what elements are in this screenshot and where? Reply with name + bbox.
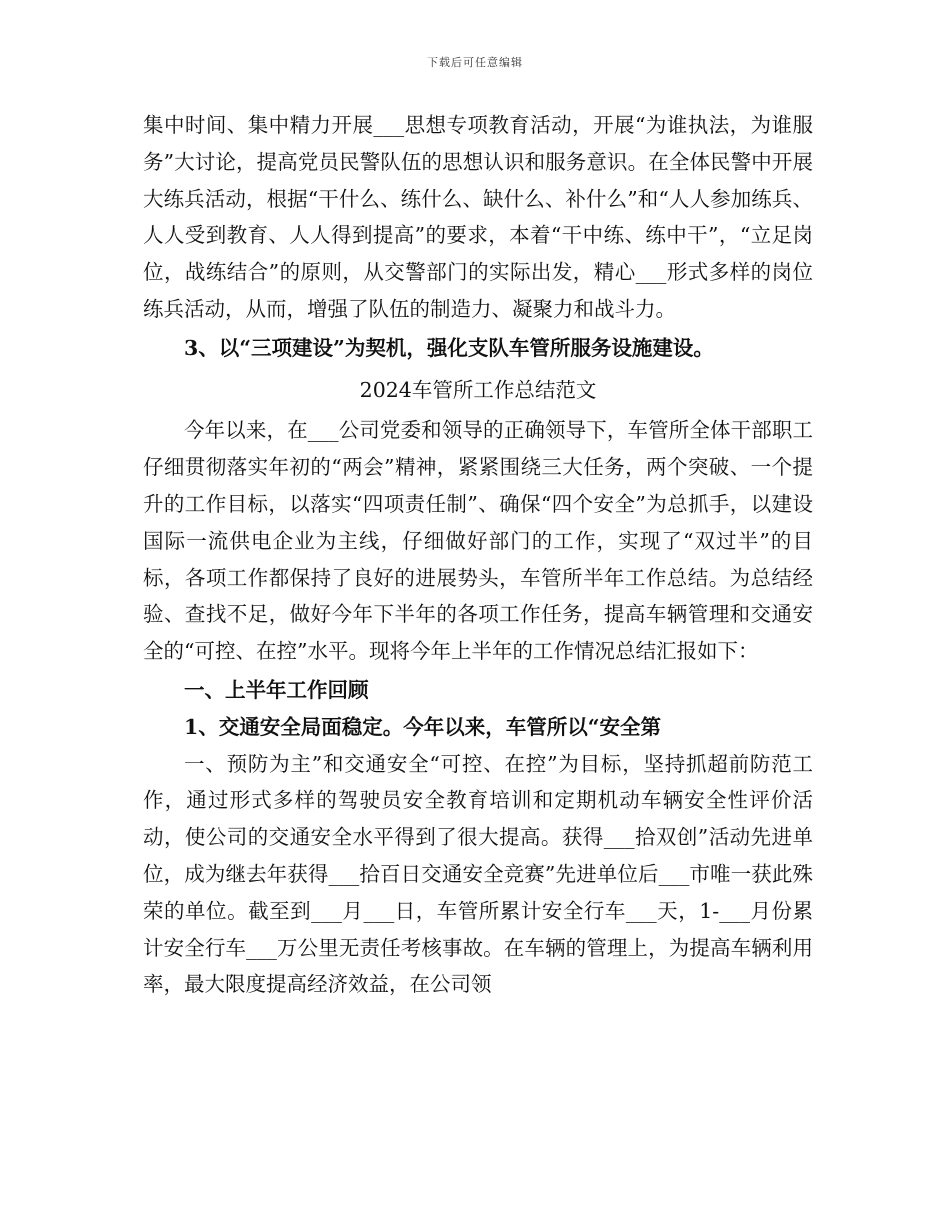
subsection-heading-1: 1、交通安全局面稳定。今年以来，车管所以“安全第 xyxy=(184,714,662,739)
paragraph-safety: 一、预防为主”和交通安全“可控、在控”为目标，坚持抓超前防范工作，通过形式多样的驾驶员安全教育培训和定期机动车辆安全性评价活动，使公司的交通安全水平得到了很大提高。获得___拾双创”活动先进单位，成为继去年获得___拾百日交通安全竞赛”先进单位后___市唯一获此殊荣的单位。截至到___月___日，车管所累计安全行车___天，1-___月份累计安全行车___万公里无责任考核事故。在车辆的管理上，为提高车辆利用率，最大限度提高经济效益，在公司领 xyxy=(143,751,813,997)
page-header: 下载后可任意编辑 xyxy=(427,56,523,69)
section-heading-3: 3、以“三项建设”为契机，强化支队车管所服务设施建设。 xyxy=(184,335,714,360)
document-title: 2024车管所工作总结范文 xyxy=(359,377,597,402)
paragraph-intro: 今年以来，在___公司党委和领导的正确领导下，车管所全体干部职工仔细贯彻落实年初的“两会”精神，紧紧围绕三大任务，两个突破、一个提升的工作目标，以落实“四项责任制”、确保“四个安全”为总抓手，以建设国际一流供电企业为主线，仔细做好部门的工作，实现了“双过半”的目标，各项工作都保持了良好的进展势头，车管所半年工作总结。为总结经验、查找不足，做好今年下半年的各项工作任务，提高车辆管理和交通安全的“可控、在控”水平。现将今年上半年的工作情况总结汇报如下： xyxy=(143,418,813,664)
section-heading-1: 一、上半年工作回顾 xyxy=(184,677,369,702)
paragraph-1: 集中时间、集中精力开展___思想专项教育活动，开展“为谁执法，为谁服务”大讨论，提高党员民警队伍的思想认识和服务意识。在全体民警中开展大练兵活动，根据“干什么、练什么、缺什么、补什么”和“人人参加练兵、人人受到教育、人人得到提高”的要求，本着“干中练、练中干”，“立足岗位，战练结合”的原则，从交警部门的实际出发，精心___形式多样的岗位练兵活动，从而，增强了队伍的制造力、凝聚力和战斗力。 xyxy=(143,113,813,321)
document-body xyxy=(143,107,813,1003)
